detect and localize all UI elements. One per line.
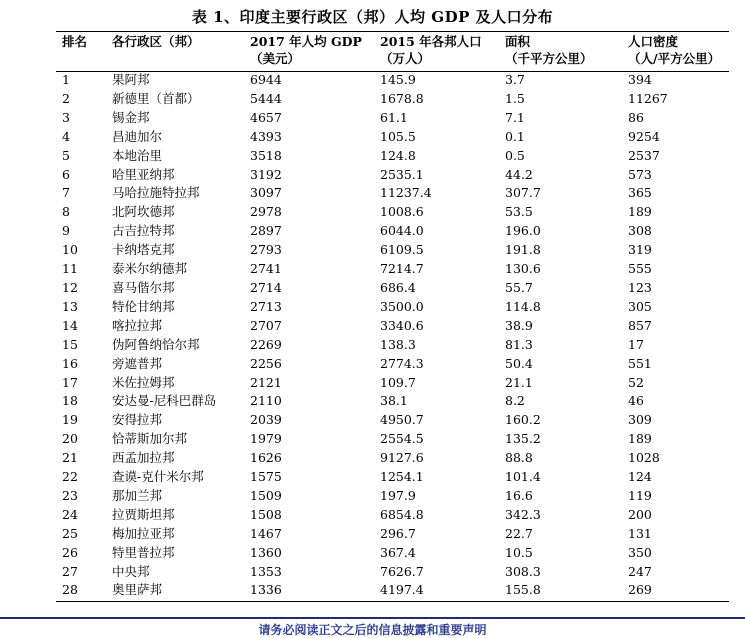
- cell-region: 安达曼-尼科巴群岛: [112, 393, 217, 409]
- cell-rank: 11: [62, 261, 78, 277]
- cell-area: 114.8: [505, 298, 541, 314]
- cell-gdp: 1575: [250, 469, 282, 485]
- table-row: [56, 544, 729, 563]
- table-row: [56, 374, 729, 393]
- table-row: [56, 184, 729, 203]
- table-row: [56, 203, 729, 222]
- cell-density: 551: [628, 355, 652, 371]
- table-row: [56, 487, 729, 506]
- top-rule: [56, 31, 729, 32]
- cell-area: 38.9: [505, 317, 533, 333]
- cell-area: 81.3: [505, 336, 533, 352]
- cell-population: 138.3: [380, 336, 416, 352]
- cell-population: 1678.8: [380, 90, 424, 106]
- cell-area: 160.2: [505, 412, 541, 428]
- cell-population: 3500.0: [380, 298, 424, 314]
- cell-area: 10.5: [505, 544, 533, 560]
- cell-region: 查谟-克什米尔邦: [112, 469, 204, 485]
- cell-rank: 6: [62, 166, 70, 182]
- cell-region: 卡纳塔克邦: [112, 242, 175, 258]
- cell-region: 北阿坎德邦: [112, 204, 175, 220]
- cell-area: 53.5: [505, 204, 533, 220]
- cell-region: 中央邦: [112, 563, 150, 579]
- header-gdp-label: 2017 年人均 GDP: [250, 34, 362, 49]
- cell-rank: 4: [62, 128, 70, 144]
- cell-rank: 19: [62, 412, 78, 428]
- cell-rank: 17: [62, 374, 78, 390]
- cell-gdp: 6944: [250, 72, 282, 87]
- cell-region: 安得拉邦: [112, 412, 163, 428]
- table-row: [56, 525, 729, 544]
- cell-density: 189: [628, 204, 652, 220]
- cell-population: 105.5: [380, 128, 416, 144]
- footer-divider: [0, 617, 745, 619]
- cell-region: 锡金邦: [112, 109, 150, 125]
- cell-density: 365: [628, 185, 652, 201]
- cell-density: 189: [628, 431, 652, 447]
- cell-rank: 3: [62, 109, 70, 125]
- cell-population: 686.4: [380, 279, 416, 295]
- table-row: [56, 355, 729, 374]
- cell-rank: 28: [62, 582, 78, 598]
- cell-area: 16.6: [505, 487, 533, 503]
- cell-population: 9127.6: [380, 450, 424, 466]
- header-density: [628, 33, 729, 71]
- cell-density: 305: [628, 298, 652, 314]
- cell-density: 123: [628, 279, 652, 295]
- table-row: [56, 411, 729, 430]
- cell-population: 4950.7: [380, 412, 424, 428]
- header-rank-label: 排名: [62, 34, 88, 49]
- cell-area: 191.8: [505, 242, 541, 258]
- cell-region: 奥里萨邦: [112, 582, 163, 598]
- cell-gdp: 1509: [250, 487, 282, 503]
- cell-area: 196.0: [505, 223, 541, 239]
- cell-population: 145.9: [380, 72, 416, 87]
- cell-density: 857: [628, 317, 652, 333]
- header-gdp-unit: （美元）: [250, 51, 301, 66]
- cell-area: 130.6: [505, 261, 541, 277]
- cell-density: 319: [628, 242, 652, 258]
- cell-gdp: 2707: [250, 317, 282, 333]
- cell-rank: 18: [62, 393, 78, 409]
- header-population-label: 2015 年各邦人口: [380, 34, 482, 49]
- header-area: [505, 33, 628, 71]
- cell-area: 342.3: [505, 506, 541, 522]
- cell-rank: 7: [62, 185, 70, 201]
- cell-rank: 16: [62, 355, 78, 371]
- table-row: [56, 109, 729, 128]
- header-region: [112, 33, 250, 71]
- cell-region: 梅加拉亚邦: [112, 525, 175, 541]
- table-row: [56, 147, 729, 166]
- cell-gdp: 4393: [250, 128, 282, 144]
- table-body: [56, 71, 729, 600]
- cell-gdp: 2121: [250, 374, 282, 390]
- cell-area: 0.5: [505, 147, 525, 163]
- cell-region: 特里普拉邦: [112, 544, 175, 560]
- cell-rank: 2: [62, 90, 70, 106]
- table-row: [56, 581, 729, 600]
- cell-area: 3.7: [505, 72, 525, 87]
- bottom-rule: [56, 601, 729, 602]
- cell-area: 8.2: [505, 393, 525, 409]
- cell-population: 2535.1: [380, 166, 424, 182]
- cell-gdp: 1979: [250, 431, 282, 447]
- cell-population: 7626.7: [380, 563, 424, 579]
- cell-area: 101.4: [505, 469, 541, 485]
- cell-area: 308.3: [505, 563, 541, 579]
- cell-region: 哈里亚纳邦: [112, 166, 175, 182]
- cell-region: 喀拉拉邦: [112, 317, 163, 333]
- cell-region: 旁遮普邦: [112, 355, 163, 371]
- cell-density: 2537: [628, 147, 660, 163]
- table-header: [56, 33, 729, 71]
- cell-population: 367.4: [380, 544, 416, 560]
- header-row: [56, 33, 729, 71]
- cell-region: 拉贾斯坦邦: [112, 506, 175, 522]
- cell-region: 昌迪加尔: [112, 128, 163, 144]
- cell-gdp: 4657: [250, 109, 282, 125]
- header-area-unit: （千平方公里）: [505, 51, 593, 66]
- header-gdp: [250, 33, 380, 71]
- cell-region: 古吉拉特邦: [112, 223, 175, 239]
- cell-rank: 27: [62, 563, 78, 579]
- cell-region: 伪阿鲁纳恰尔邦: [112, 336, 200, 352]
- cell-population: 7214.7: [380, 261, 424, 277]
- table-row: [56, 279, 729, 298]
- cell-gdp: 2897: [250, 223, 282, 239]
- cell-rank: 26: [62, 544, 78, 560]
- cell-gdp: 1467: [250, 525, 282, 541]
- cell-density: 555: [628, 261, 652, 277]
- table-title: 表 1、印度主要行政区（邦）人均 GDP 及人口分布: [191, 8, 554, 26]
- cell-density: 573: [628, 166, 652, 182]
- cell-area: 22.7: [505, 525, 533, 541]
- cell-area: 55.7: [505, 279, 533, 295]
- table-row: [56, 260, 729, 279]
- cell-population: 2554.5: [380, 431, 424, 447]
- table-row: [56, 468, 729, 487]
- cell-population: 6044.0: [380, 223, 424, 239]
- footer-disclaimer: 请务必阅读正文之后的信息披露和重要声明: [258, 623, 487, 637]
- cell-density: 269: [628, 582, 652, 598]
- header-rule: [56, 71, 729, 72]
- cell-rank: 23: [62, 487, 78, 503]
- table-row: [56, 317, 729, 336]
- cell-density: 119: [628, 487, 652, 503]
- cell-population: 6854.8: [380, 506, 424, 522]
- cell-density: 9254: [628, 128, 660, 144]
- cell-area: 155.8: [505, 582, 541, 598]
- header-population-unit: （万人）: [380, 51, 431, 66]
- header-population: [380, 33, 505, 71]
- cell-gdp: 3518: [250, 147, 282, 163]
- cell-gdp: 2256: [250, 355, 282, 371]
- table-row: [56, 506, 729, 525]
- table-row: [56, 71, 729, 90]
- cell-density: 17: [628, 336, 644, 352]
- header-area-label: 面积: [505, 34, 531, 49]
- cell-gdp: 2039: [250, 412, 282, 428]
- cell-density: 46: [628, 393, 644, 409]
- cell-area: 44.2: [505, 166, 533, 182]
- cell-population: 2774.3: [380, 355, 424, 371]
- cell-rank: 5: [62, 147, 70, 163]
- cell-gdp: 2978: [250, 204, 282, 220]
- cell-rank: 25: [62, 525, 78, 541]
- cell-density: 11267: [628, 90, 668, 106]
- table-row: [56, 222, 729, 241]
- cell-density: 308: [628, 223, 652, 239]
- table-row: [56, 392, 729, 411]
- cell-gdp: 5444: [250, 90, 282, 106]
- cell-population: 109.7: [380, 374, 416, 390]
- cell-gdp: 2714: [250, 279, 282, 295]
- cell-population: 6109.5: [380, 242, 424, 258]
- cell-region: 米佐拉姆邦: [112, 374, 175, 390]
- cell-area: 135.2: [505, 431, 541, 447]
- cell-population: 1254.1: [380, 469, 424, 485]
- header-density-unit: （人/平方公里）: [628, 51, 721, 66]
- cell-gdp: 1353: [250, 563, 282, 579]
- table-row: [56, 563, 729, 582]
- cell-area: 307.7: [505, 185, 541, 201]
- cell-population: 3340.6: [380, 317, 424, 333]
- cell-gdp: 2269: [250, 336, 282, 352]
- cell-area: 50.4: [505, 355, 533, 371]
- cell-density: 1028: [628, 450, 660, 466]
- cell-rank: 8: [62, 204, 70, 220]
- cell-density: 52: [628, 374, 644, 390]
- cell-population: 296.7: [380, 525, 416, 541]
- cell-rank: 15: [62, 336, 78, 352]
- cell-area: 0.1: [505, 128, 525, 144]
- cell-gdp: 2793: [250, 242, 282, 258]
- cell-region: 那加兰邦: [112, 487, 163, 503]
- table-row: [56, 166, 729, 185]
- cell-region: 恰蒂斯加尔邦: [112, 431, 188, 447]
- cell-rank: 10: [62, 242, 78, 258]
- cell-density: 124: [628, 469, 652, 485]
- cell-gdp: 1508: [250, 506, 282, 522]
- cell-population: 11237.4: [380, 185, 432, 201]
- cell-gdp: 1360: [250, 544, 282, 560]
- cell-gdp: 3192: [250, 166, 282, 182]
- cell-population: 61.1: [380, 109, 408, 125]
- cell-density: 350: [628, 544, 652, 560]
- table-row: [56, 336, 729, 355]
- table-row: [56, 449, 729, 468]
- cell-region: 本地治里: [112, 147, 163, 163]
- cell-gdp: 2741: [250, 261, 282, 277]
- cell-population: 124.8: [380, 147, 416, 163]
- table-row: [56, 298, 729, 317]
- cell-density: 200: [628, 506, 652, 522]
- cell-rank: 14: [62, 317, 78, 333]
- table-row: [56, 430, 729, 449]
- cell-region: 喜马偕尔邦: [112, 279, 175, 295]
- cell-rank: 24: [62, 506, 78, 522]
- cell-gdp: 2713: [250, 298, 282, 314]
- cell-density: 247: [628, 563, 652, 579]
- cell-region: 西孟加拉邦: [112, 450, 175, 466]
- cell-density: 86: [628, 109, 644, 125]
- cell-region: 果阿邦: [112, 72, 150, 87]
- cell-rank: 20: [62, 431, 78, 447]
- cell-density: 309: [628, 412, 652, 428]
- cell-area: 1.5: [505, 90, 525, 106]
- cell-population: 197.9: [380, 487, 416, 503]
- cell-rank: 1: [62, 72, 70, 87]
- cell-gdp: 3097: [250, 185, 282, 201]
- cell-population: 1008.6: [380, 204, 424, 220]
- cell-population: 38.1: [380, 393, 408, 409]
- cell-density: 394: [628, 72, 652, 87]
- cell-population: 4197.4: [380, 582, 424, 598]
- cell-rank: 22: [62, 469, 78, 485]
- cell-rank: 21: [62, 450, 78, 466]
- cell-density: 131: [628, 525, 652, 541]
- cell-gdp: 2110: [250, 393, 282, 409]
- cell-gdp: 1336: [250, 582, 282, 598]
- cell-region: 泰米尔纳德邦: [112, 261, 188, 277]
- cell-region: 特伦甘纳邦: [112, 298, 175, 314]
- gdp-population-table: [56, 33, 729, 600]
- cell-area: 88.8: [505, 450, 533, 466]
- header-rank: [56, 33, 112, 71]
- cell-rank: 13: [62, 298, 78, 314]
- table-row: [56, 241, 729, 260]
- cell-area: 7.1: [505, 109, 525, 125]
- cell-rank: 12: [62, 279, 78, 295]
- cell-region: 马哈拉施特拉邦: [112, 185, 200, 201]
- header-region-label: 各行政区（邦）: [112, 34, 200, 49]
- table-row: [56, 128, 729, 147]
- header-density-label: 人口密度: [628, 34, 679, 49]
- cell-region: 新德里（首都）: [112, 90, 200, 106]
- cell-rank: 9: [62, 223, 70, 239]
- cell-area: 21.1: [505, 374, 533, 390]
- cell-gdp: 1626: [250, 450, 282, 466]
- table-row: [56, 90, 729, 109]
